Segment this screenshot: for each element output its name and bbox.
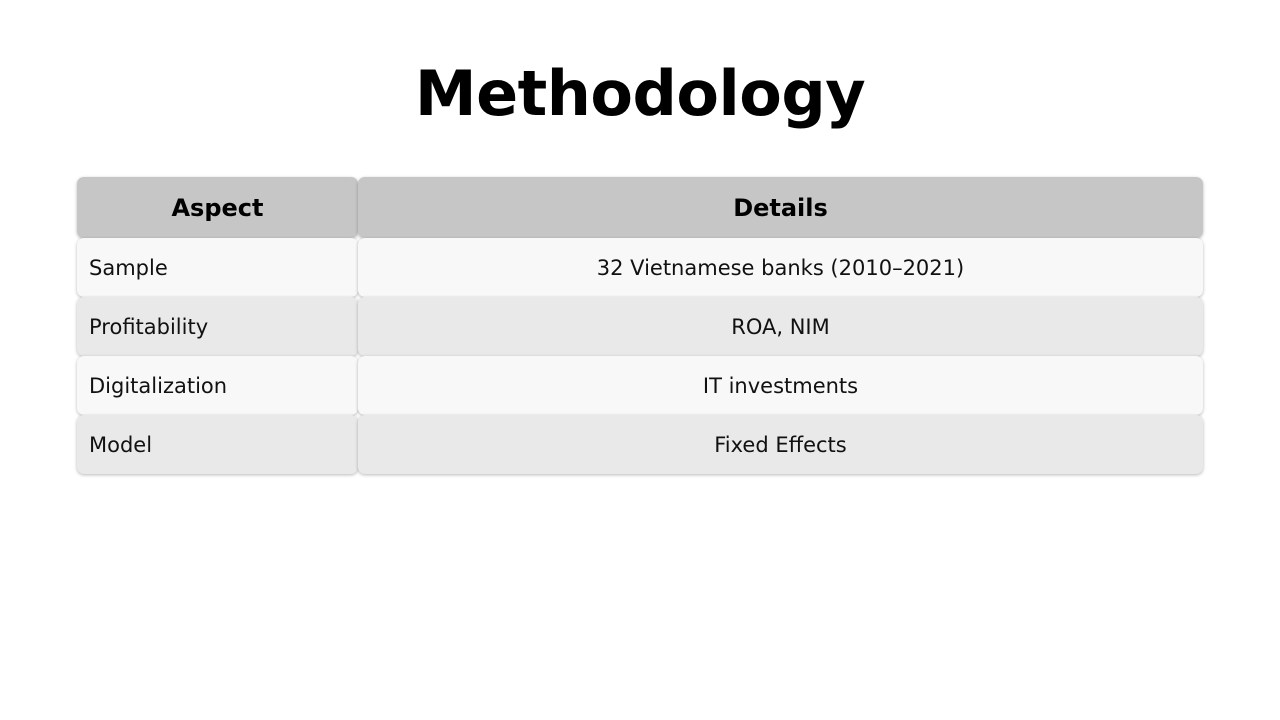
table-row	[77, 238, 1203, 297]
details-cell: Fixed Effects	[358, 415, 1203, 474]
details-cell: ROA, NIM	[358, 297, 1203, 356]
aspect-cell: Model	[77, 415, 358, 474]
methodology-table	[77, 177, 1203, 474]
header-aspect: Aspect	[77, 177, 358, 238]
details-cell: 32 Vietnamese banks (2010–2021)	[358, 238, 1203, 297]
table-row	[77, 356, 1203, 415]
header-details: Details	[358, 177, 1203, 238]
aspect-cell: Sample	[77, 238, 358, 297]
aspect-cell: Profitability	[77, 297, 358, 356]
aspect-cell: Digitalization	[77, 356, 358, 415]
details-cell: IT investments	[358, 356, 1203, 415]
slide-title: Methodology	[414, 57, 866, 130]
table-row	[77, 297, 1203, 356]
table-row	[77, 415, 1203, 474]
table-header-row	[77, 177, 1203, 238]
